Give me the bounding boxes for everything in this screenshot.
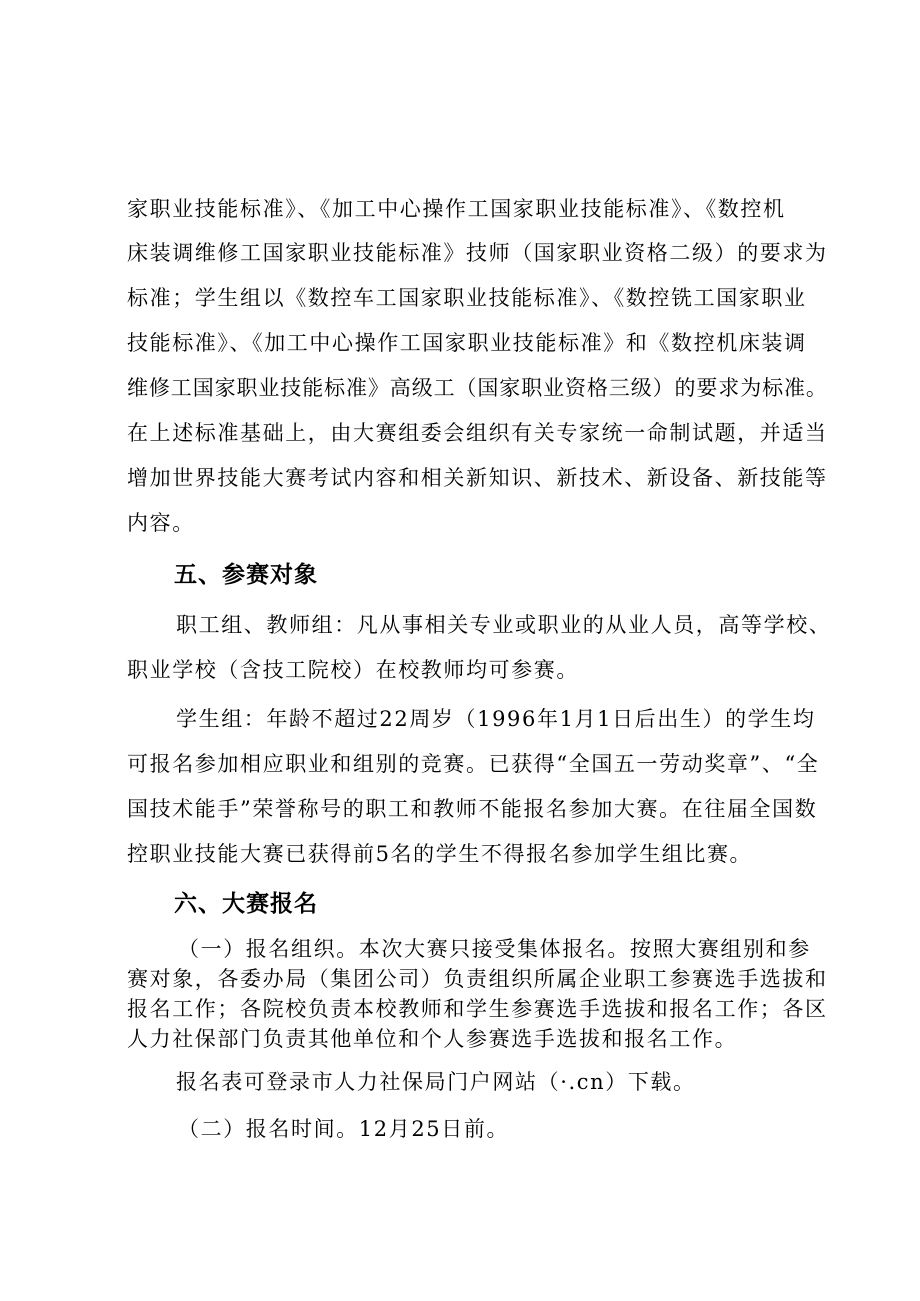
body-text-line: 技能标准》、《加工中心操作工国家职业技能标准》和《数控机床装调 bbox=[127, 331, 807, 355]
body-text-line: 在上述标准基础上，由大赛组委会组织有关专家统一命制试题，并适当 bbox=[127, 421, 828, 445]
section-heading-participants: 五、参赛对象 bbox=[174, 562, 318, 588]
body-text-line: 维修工国家职业技能标准》高级工（国家职业资格三级）的要求为标准。 bbox=[127, 376, 828, 400]
body-text-line: 国技术能手”荣誉称号的职工和教师不能报名参加大赛。在往届全国数 bbox=[127, 797, 818, 821]
body-text-line: 报名工作；各院校负责本校教师和学生参赛选手选拔和报名工作；各区 bbox=[127, 997, 828, 1021]
body-text-line: 内容。 bbox=[127, 511, 195, 535]
registration-download-note: 报名表可登录市人力社保局门户网站（·.cn）下载。 bbox=[176, 1070, 696, 1094]
body-text-line: 学生组：年龄不超过22周岁（1996年1月1日后出生）的学生均 bbox=[176, 707, 816, 731]
body-text-line: 人力社保部门负责其他单位和个人参赛选手选拔和报名工作。 bbox=[127, 1027, 738, 1051]
body-text-line: 标准；学生组以《数控车工国家职业技能标准》、《数控铣工国家职业 bbox=[127, 286, 807, 310]
body-text-line: 职业学校（含技工院校）在校教师均可参赛。 bbox=[127, 658, 579, 682]
body-text-line: 职工组、教师组：凡从事相关专业或职业的从业人员，高等学校、 bbox=[176, 613, 832, 637]
section-heading-registration: 六、大赛报名 bbox=[174, 891, 318, 917]
body-text-line: 增加世界技能大赛考试内容和相关新知识、新技术、新设备、新技能等 bbox=[127, 466, 828, 490]
body-text-line: 赛对象，各委办局（集团公司）负责组织所属企业职工参赛选手选拔和 bbox=[127, 967, 828, 991]
body-text-line: 可报名参加相应职业和组别的竞赛。已获得“全国五一劳动奖章”、“全 bbox=[127, 752, 820, 776]
body-text-line: 控职业技能大赛已获得前5名的学生不得报名参加学生组比赛。 bbox=[127, 842, 753, 866]
body-text-line: 床装调维修工国家职业技能标准》技师（国家职业资格二级）的要求为 bbox=[127, 241, 828, 265]
body-text-line: （一）报名组织。本次大赛只接受集体报名。按照大赛组别和参 bbox=[178, 937, 811, 961]
registration-deadline: （二）报名时间。12月25日前。 bbox=[178, 1117, 510, 1141]
body-text-line: 家职业技能标准》、《加工中心操作工国家职业技能标准》、《数控机 bbox=[127, 197, 786, 221]
